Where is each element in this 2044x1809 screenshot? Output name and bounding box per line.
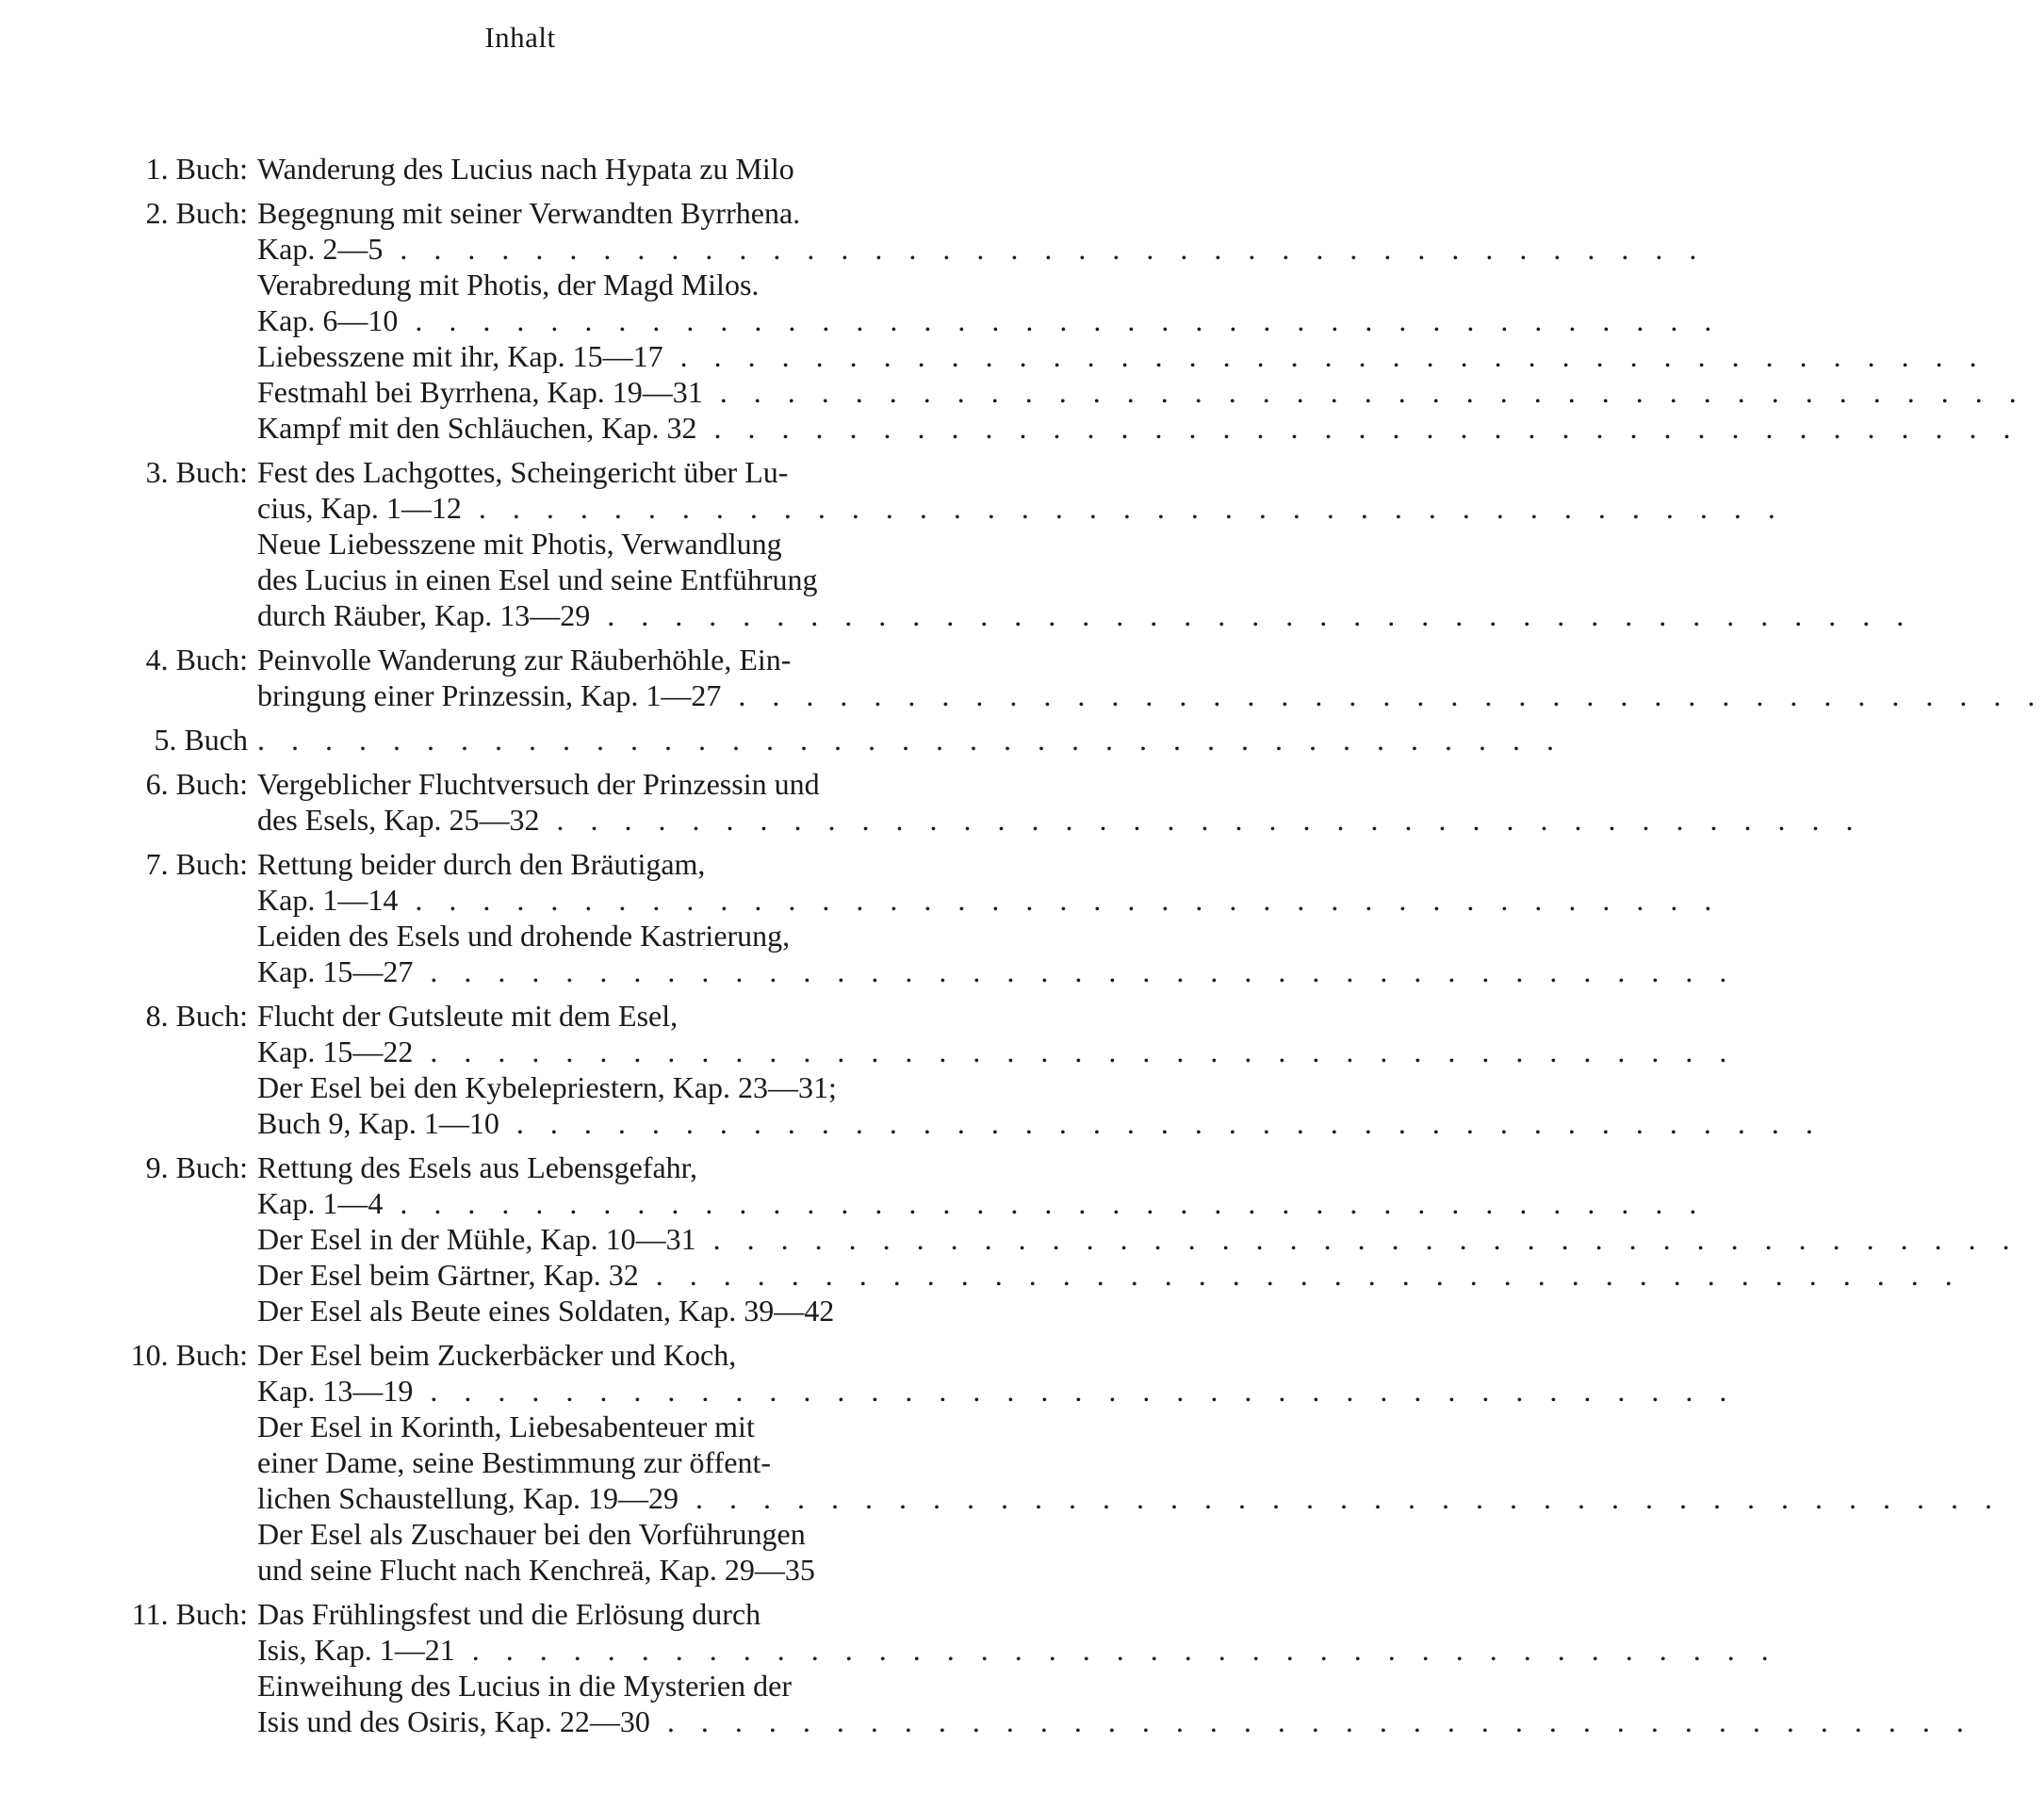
- book-entries: [257, 1337, 2002, 1588]
- toc-line: [257, 802, 1863, 838]
- toc-line-text: Kap. 2—5: [257, 232, 384, 266]
- toc-line-text: Leiden des Esels und drohende Kastrierung,: [257, 919, 791, 953]
- toc-line: [257, 1337, 2002, 1373]
- toc-line-text: Der Esel beim Zuckerbäcker und Koch,: [257, 1338, 737, 1372]
- toc-entry: [111, 1596, 1973, 1739]
- toc-line: [257, 562, 1913, 597]
- book-label: 6. Buch:: [145, 767, 248, 801]
- toc-entry: [111, 846, 1737, 989]
- book-label: 7. Buch:: [145, 847, 248, 881]
- toc-line: [257, 1221, 2019, 1257]
- toc-line-text: Fest des Lachgottes, Scheingericht über Lu-: [257, 455, 789, 489]
- toc-line: [257, 1444, 2002, 1480]
- toc-line: [257, 526, 1913, 562]
- toc-line: [257, 1668, 1973, 1703]
- dot-leader: . . . . . . . . . . . . . . . . . . . . . . . . . . . . . . . . . . . . . . .: [649, 1704, 1973, 1738]
- toc-line: [257, 374, 2026, 410]
- table-of-contents: [111, 151, 2044, 1748]
- dot-leader: . . . . . . . . . . . . . . . . . . . . . . . . . . . . . . . . . . . . . . .: [721, 678, 2044, 712]
- toc-line-text: Rettung des Esels aus Lebensgefahr,: [257, 1150, 698, 1184]
- toc-line-text: Der Esel beim Gärtner, Kap. 32: [257, 1258, 639, 1292]
- toc-line: [257, 302, 2026, 338]
- toc-entry: [111, 766, 1863, 838]
- book-label: 10. Buch:: [130, 1338, 248, 1372]
- toc-line-text: Wanderung des Lucius nach Hypata zu Milo: [257, 152, 794, 186]
- toc-line-text: Kap. 6—10: [257, 303, 399, 337]
- toc-line-text: Begegnung mit seiner Verwandten Byrrhena.: [257, 196, 801, 230]
- book-label: 1. Buch:: [145, 152, 248, 186]
- dot-leader: . . . . . . . . . . . . . . . . . . . . . . . . . . . . . . . . . . . . . . .: [413, 1035, 1737, 1068]
- dot-leader: . . . . . . . . . . . . . . . . . . . . . . . . . . . . . . . . . . . . . . .: [398, 303, 1722, 337]
- toc-line-text: durch Räuber, Kap. 13—29: [257, 598, 591, 632]
- toc-line: [257, 454, 1913, 490]
- toc-line: [257, 1149, 2019, 1185]
- book-label: 4. Buch:: [145, 643, 248, 676]
- dot-leader: . . . . . . . . . . . . . . . . . . . . . . . . . . . . . . . . . . . . . . .: [638, 1258, 1962, 1292]
- toc-line-text: Der Esel als Beute eines Soldaten, Kap. 39—42: [257, 1294, 835, 1328]
- dot-leader: . . . . . . . . . . . . . . . . . . . . . . . . . . . . . . . . . . . . . . .: [257, 723, 1563, 757]
- toc-line-text: Kap. 1—14: [257, 883, 399, 917]
- toc-line-text: Festmahl bei Byrrhena, Kap. 19—31: [257, 375, 703, 409]
- dot-leader: . . . . . . . . . . . . . . . . . . . . . . . . . . . . . . . . . . . . . . .: [454, 1633, 1778, 1667]
- book-label: 2. Buch:: [145, 196, 248, 230]
- book-label: 11. Buch:: [131, 1597, 248, 1631]
- dot-leader: . . . . . . . . . . . . . . . . . . . . . . . . . . . . . . . . . . . . . . .: [413, 954, 1737, 988]
- toc-line: [257, 1105, 1823, 1141]
- toc-line-text: lichen Schaustellung, Kap. 19—29: [257, 1481, 679, 1515]
- dot-leader: . . . . . . . . . . . . . . . . . . . . . . . . . . . . . . . . . . . . . . .: [695, 1222, 2019, 1256]
- toc-line: [257, 1596, 1973, 1632]
- toc-line: [257, 846, 1736, 882]
- toc-line: [257, 1293, 2019, 1328]
- dot-leader: . . . . . . . . . . . . . . . . . . . . . . . . . . . . . . . . . . . . . . .: [413, 1374, 1737, 1408]
- toc-line-text: Buch 9, Kap. 1—10: [257, 1106, 499, 1140]
- toc-entry: [111, 195, 2026, 446]
- toc-entry: [111, 642, 2044, 713]
- book-label: 5. Buch: [154, 723, 248, 757]
- book-label: 9. Buch:: [145, 1150, 248, 1184]
- toc-line: [257, 1409, 2002, 1444]
- dot-leader: . . . . . . . . . . . . . . . . . . . . . . . . . . . . . . . . . . . . . . .: [590, 598, 1914, 632]
- toc-line-text: Kap. 13—19: [257, 1374, 414, 1408]
- dot-leader: . . . . . . . . . . . . . . . . . . . . . . . . . . . . . . . . . . . . . . .: [398, 883, 1722, 917]
- toc-line: [257, 1034, 1823, 1069]
- dot-leader: . . . . . . . . . . . . . . . . . . . . . . . . . . . . . . . . . . . . . . .: [679, 1481, 2003, 1515]
- toc-line-text: cius, Kap. 1—12: [257, 491, 462, 525]
- dot-leader: . . . . . . . . . . . . . . . . . . . . . . . . . . . . . . . . . . . . . . .: [696, 411, 2020, 445]
- toc-line: [257, 151, 865, 187]
- toc-line-text: und seine Flucht nach Kenchreä, Kap. 29—35: [257, 1553, 815, 1587]
- toc-line: [257, 490, 1913, 526]
- book-entries: [257, 846, 1736, 989]
- toc-entry: [111, 151, 865, 187]
- toc-line-text: Kampf mit den Schläuchen, Kap. 32: [257, 411, 697, 445]
- toc-line: [257, 1257, 2019, 1293]
- toc-line-text: Rettung beider durch den Bräutigam,: [257, 847, 706, 881]
- toc-line: [257, 1480, 2002, 1516]
- book-entries: [257, 998, 1823, 1141]
- book-entries: [257, 766, 1863, 838]
- toc-entry: [111, 454, 1914, 633]
- dot-leader: . . . . . . . . . . . . . . . . . . . . . . . . . . . . . . . . . . . . . . .: [461, 491, 1785, 525]
- toc-line: [257, 1373, 2002, 1409]
- toc-line: [257, 918, 1736, 953]
- toc-line-text: Das Frühlingsfest und die Erlösung durch: [257, 1597, 761, 1631]
- toc-entry: [111, 722, 1563, 758]
- book-entries: [257, 151, 865, 187]
- dot-leader: . . . . . . . . . . . . . . . . . . . . . . . . . . . . . . . . . . . . . . .: [499, 1106, 1823, 1140]
- toc-line-text: Liebesszene mit ihr, Kap. 15—17: [257, 339, 663, 373]
- toc-line-text: des Esels, Kap. 25—32: [257, 803, 540, 837]
- dot-leader: . . . . . . . . . . . . . . . . . . . . . . . . . . . . . . . . . . . . . . .: [383, 232, 1707, 266]
- toc-line: [257, 410, 2026, 446]
- toc-line-text: Der Esel in Korinth, Liebesabenteuer mit: [257, 1410, 755, 1443]
- toc-line-text: Der Esel als Zuschauer bei den Vorführungen: [257, 1517, 806, 1551]
- toc-line: [257, 1069, 1823, 1105]
- toc-line-text: einer Dame, seine Bestimmung zur öffent-: [257, 1445, 772, 1479]
- toc-line: [257, 1552, 2002, 1588]
- toc-line-text: bringung einer Prinzessin, Kap. 1—27: [257, 678, 722, 712]
- dot-leader: . . . . . . . . . . . . . . . . . . . . . . . . . . . . . . . . . . . . . . .: [383, 1186, 1707, 1220]
- toc-line-text: Kap. 1—4: [257, 1186, 384, 1220]
- book-label: 8. Buch:: [145, 999, 248, 1033]
- toc-line-text: Kap. 15—22: [257, 1035, 414, 1068]
- toc-line: [257, 231, 2026, 267]
- toc-line-text: Kap. 15—27: [257, 954, 414, 988]
- toc-line: [257, 766, 1863, 802]
- book-label: 3. Buch:: [145, 455, 248, 489]
- toc-line: [257, 1703, 1973, 1739]
- toc-entry: [111, 1149, 2019, 1328]
- toc-line-text: Isis, Kap. 1—21: [257, 1633, 455, 1667]
- toc-line: [257, 1185, 2019, 1221]
- toc-line: [257, 267, 2026, 302]
- toc-line-text: Verabredung mit Photis, der Magd Milos.: [257, 268, 760, 302]
- toc-line: [257, 998, 1823, 1034]
- toc-line: [257, 882, 1736, 918]
- book-entries: [257, 454, 1913, 633]
- toc-line: [257, 338, 2026, 374]
- book-entries: [257, 195, 2026, 446]
- book-entries: [257, 1149, 2019, 1328]
- toc-line-text: Flucht der Gutsleute mit dem Esel,: [257, 999, 679, 1033]
- toc-line-text: Peinvolle Wanderung zur Räuberhöhle, Ein-: [257, 643, 792, 676]
- toc-line: [257, 597, 1913, 633]
- toc-line: [257, 722, 1563, 758]
- toc-line-text: Einweihung des Lucius in die Mysterien der: [257, 1669, 792, 1703]
- toc-entry: [111, 998, 1823, 1141]
- book-entries: [257, 642, 2044, 713]
- toc-line-text: Vergeblicher Fluchtversuch der Prinzessin und: [257, 767, 820, 801]
- page-title: Inhalt: [484, 21, 556, 54]
- book-entries: [257, 722, 1563, 758]
- toc-line-text: Der Esel in der Mühle, Kap. 10—31: [257, 1222, 696, 1256]
- toc-entry: [111, 1337, 2003, 1588]
- toc-line: [257, 642, 2044, 677]
- toc-line-text: Der Esel bei den Kybelepriestern, Kap. 23—31;: [257, 1070, 837, 1104]
- toc-line-text: Neue Liebesszene mit Photis, Verwandlung: [257, 527, 782, 561]
- toc-line: [257, 195, 2026, 231]
- toc-line: [257, 1516, 2002, 1552]
- toc-line: [257, 677, 2044, 713]
- dot-leader: . . . . . . . . . . . . . . . . . . . . . . . . . . . . . . . . . . . . . . .: [662, 339, 1987, 373]
- toc-line: [257, 953, 1736, 989]
- dot-leader: . . . . . . . . . . . . . . . . . . . . . . . . . . . . . . . . . . . . . . .: [539, 803, 1863, 837]
- toc-line-text: des Lucius in einen Esel und seine Entführung: [257, 562, 818, 596]
- book-entries: [257, 1596, 1973, 1739]
- toc-line-text: Isis und des Osiris, Kap. 22—30: [257, 1704, 650, 1738]
- dot-leader: . . . . . . . . . . . . . . . . . . . . . . . . . . . . . . . . . . . . . . .: [702, 375, 2026, 409]
- toc-line: [257, 1632, 1973, 1668]
